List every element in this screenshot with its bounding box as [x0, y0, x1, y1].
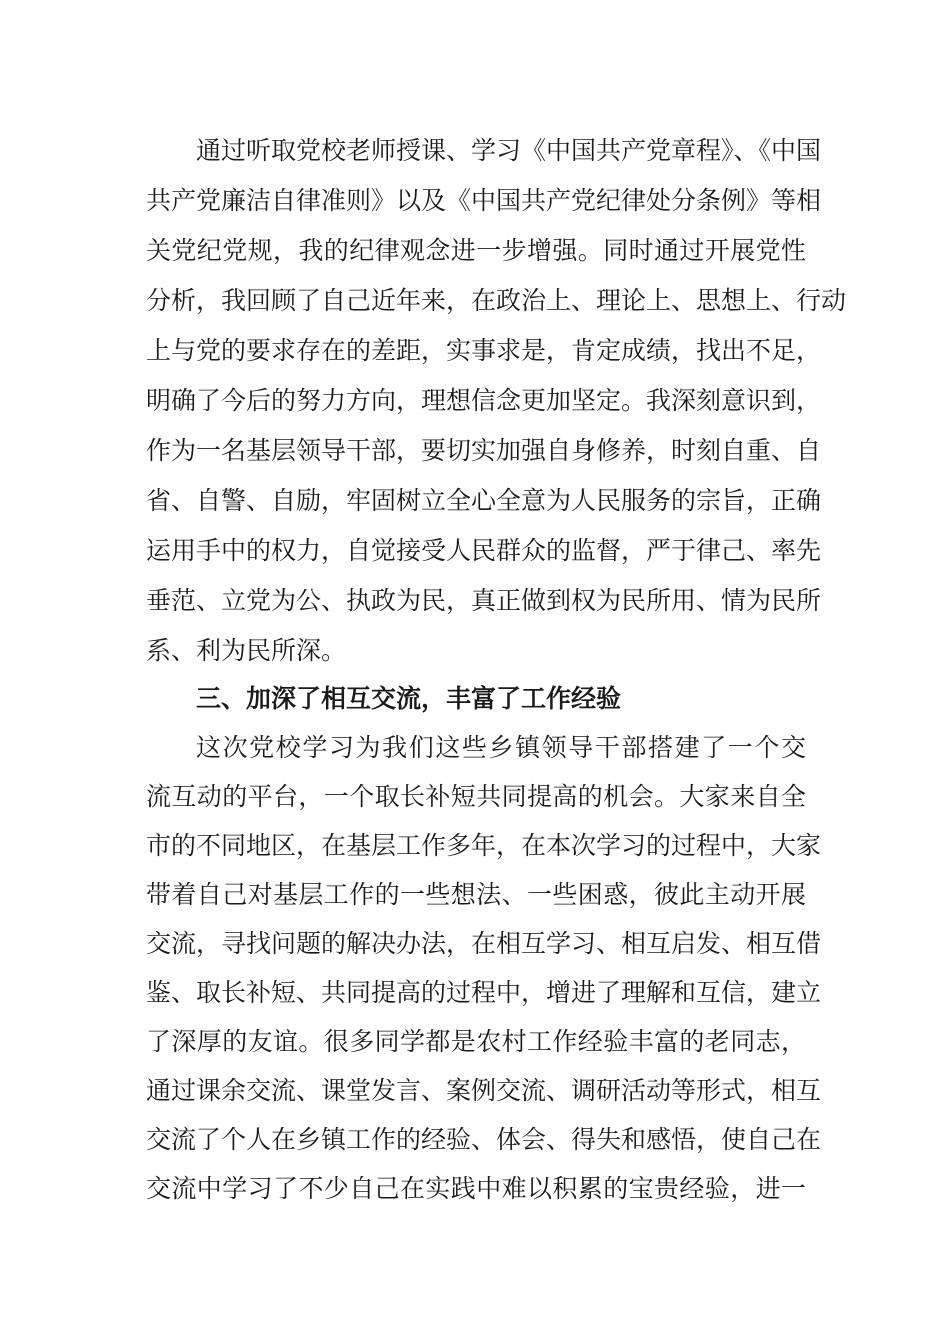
paragraph-1-line-8: 省、自警、自励，牢固树立全心全意为人民服务的宗旨，正确 — [146, 486, 822, 515]
paragraph-1-line-9: 运用手中的权力，自觉接受人民群众的监督，严于律己、率先 — [146, 536, 822, 565]
paragraph-2-line-6: 鉴、取长补短、共同提高的过程中，增进了理解和互信，建立 — [146, 978, 822, 1007]
paragraph-2-line-3: 市的不同地区，在基层工作多年，在本次学习的过程中，大家 — [146, 831, 822, 860]
paragraph-2-line-1: 这次党校学习为我们这些乡镇领导干部搭建了一个交 — [196, 733, 806, 762]
paragraph-1-line-11: 系、利为民所深。 — [146, 636, 347, 665]
paragraph-1-line-4: 分析，我回顾了自己近年来，在政治上、理论上、思想上、行动 — [146, 286, 847, 315]
paragraph-2-line-10: 交流中学习了不少自己在实践中难以积累的宝贵经验，进一 — [146, 1174, 806, 1203]
section-heading-3: 三、加深了相互交流，丰富了工作经验 — [196, 684, 622, 713]
paragraph-1-line-5: 上与党的要求存在的差距，实事求是，肯定成绩，找出不足， — [146, 336, 822, 365]
paragraph-2-line-5: 交流，寻找问题的解决办法，在相互学习、相互启发、相互借 — [146, 929, 822, 958]
paragraph-2-line-2: 流互动的平台，一个取长补短共同提高的机会。大家来自全 — [146, 782, 806, 811]
paragraph-1-line-1: 通过听取党校老师授课、学习《中国共产党章程》、《中国 — [196, 136, 822, 165]
paragraph-1-line-6: 明确了今后的努力方向，理想信念更加坚定。我深刻意识到， — [146, 386, 822, 415]
paragraph-1-line-3: 关党纪党规，我的纪律观念进一步增强。同时通过开展党性 — [146, 236, 806, 265]
paragraph-1-line-7: 作为一名基层领导干部，要切实加强自身修养，时刻自重、自 — [146, 436, 822, 465]
paragraph-1-line-10: 垂范、立党为公、执政为民，真正做到权为民所用、情为民所 — [146, 586, 822, 615]
paragraph-2-line-8: 通过课余交流、课堂发言、案例交流、调研活动等形式，相互 — [146, 1076, 822, 1105]
paragraph-2-line-4: 带着自己对基层工作的一些想法、一些困惑，彼此主动开展 — [146, 880, 806, 909]
paragraph-2-line-9: 交流了个人在乡镇工作的经验、体会、得失和感悟，使自己在 — [146, 1125, 822, 1154]
paragraph-2-line-7: 了深厚的友谊。很多同学都是农村工作经验丰富的老同志， — [146, 1027, 806, 1056]
paragraph-1-line-2: 共产党廉洁自律准则》以及《中国共产党纪律处分条例》等相 — [146, 186, 822, 215]
